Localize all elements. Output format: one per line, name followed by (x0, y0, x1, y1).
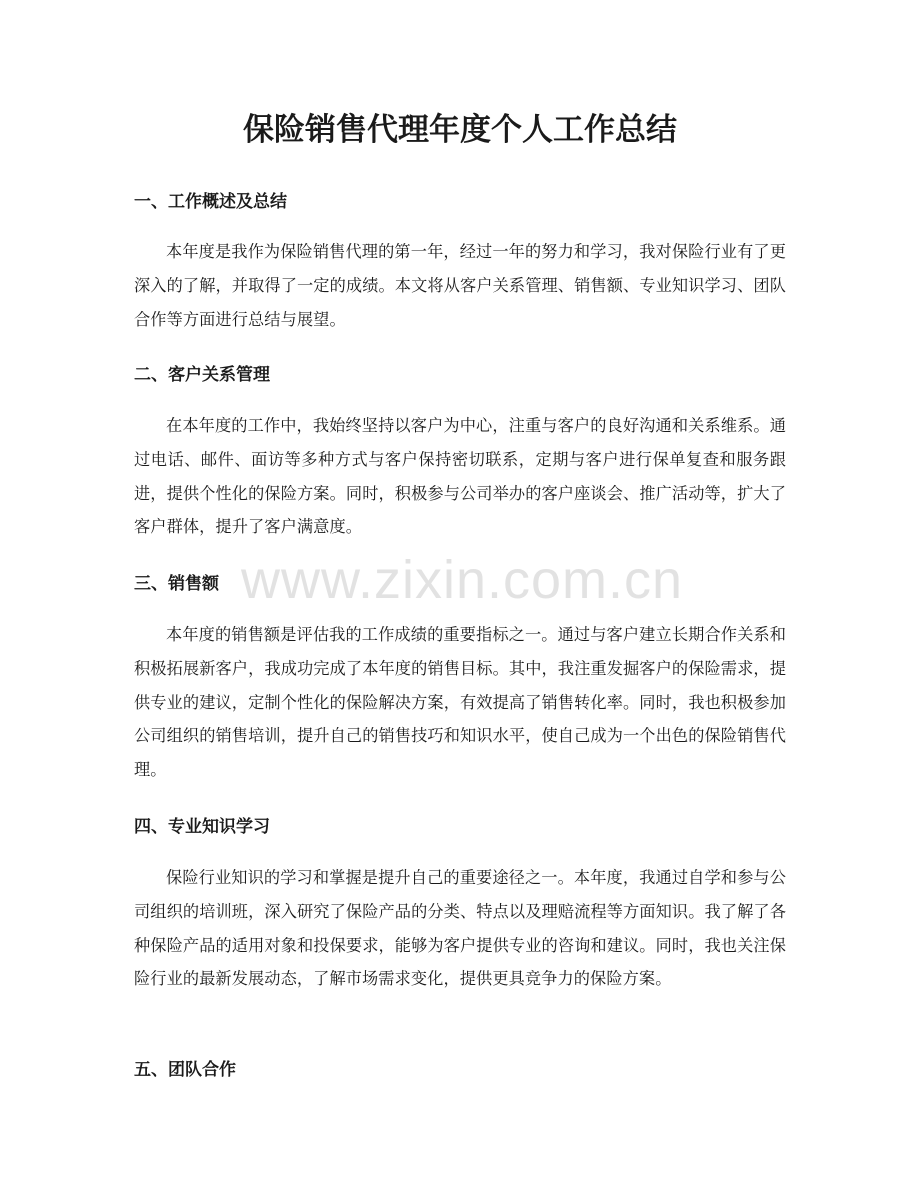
section-paragraph-professional-knowledge: 保险行业知识的学习和掌握是提升自己的重要途径之一。本年度，我通过自学和参与公司组织的培训班，深入研究了保险产品的分类、特点以及理赔流程等方面知识。我了解了各种保险产品的适用对象和投保要求，能够为客户提供专业的咨询和建议。同时，我也关注保险行业的最新发展动态，了解市场需求变化，提供更具竞争力的保险方案。 (134, 868, 786, 989)
document-title: 保险销售代理年度个人工作总结 (243, 112, 677, 148)
section-heading-professional-knowledge: 四、专业知识学习 (134, 817, 270, 837)
watermark-text: www.zixin.com.cn (240, 550, 684, 610)
section-paragraph-client-relations: 在本年度的工作中，我始终坚持以客户为中心，注重与客户的良好沟通和关系维系。通过电话、邮件、面访等多种方式与客户保持密切联系，定期与客户进行保单复查和服务跟进，提供个性化的保险方案。同时，积极参与公司举办的客户座谈会、推广活动等，扩大了客户群体，提升了客户满意度。 (134, 416, 786, 537)
section-paragraph-overview: 本年度是我作为保险销售代理的第一年，经过一年的努力和学习，我对保险行业有了更深入的了解，并取得了一定的成绩。本文将从客户关系管理、销售额、专业知识学习、团队合作等方面进行总结与展望。 (134, 242, 786, 329)
section-heading-overview: 一、工作概述及总结 (134, 192, 287, 212)
section-heading-sales: 三、销售额 (134, 574, 219, 594)
section-heading-teamwork: 五、团队合作 (134, 1060, 236, 1080)
section-paragraph-sales: 本年度的销售额是评估我的工作成绩的重要指标之一。通过与客户建立长期合作关系和积极拓展新客户，我成功完成了本年度的销售目标。其中，我注重发掘客户的保险需求，提供专业的建议，定制个性化的保险解决方案，有效提高了销售转化率。同时，我也积极参加公司组织的销售培训，提升自己的销售技巧和知识水平，使自己成为一个出色的保险销售代理。 (134, 625, 786, 780)
section-heading-client-relations: 二、客户关系管理 (134, 365, 270, 385)
